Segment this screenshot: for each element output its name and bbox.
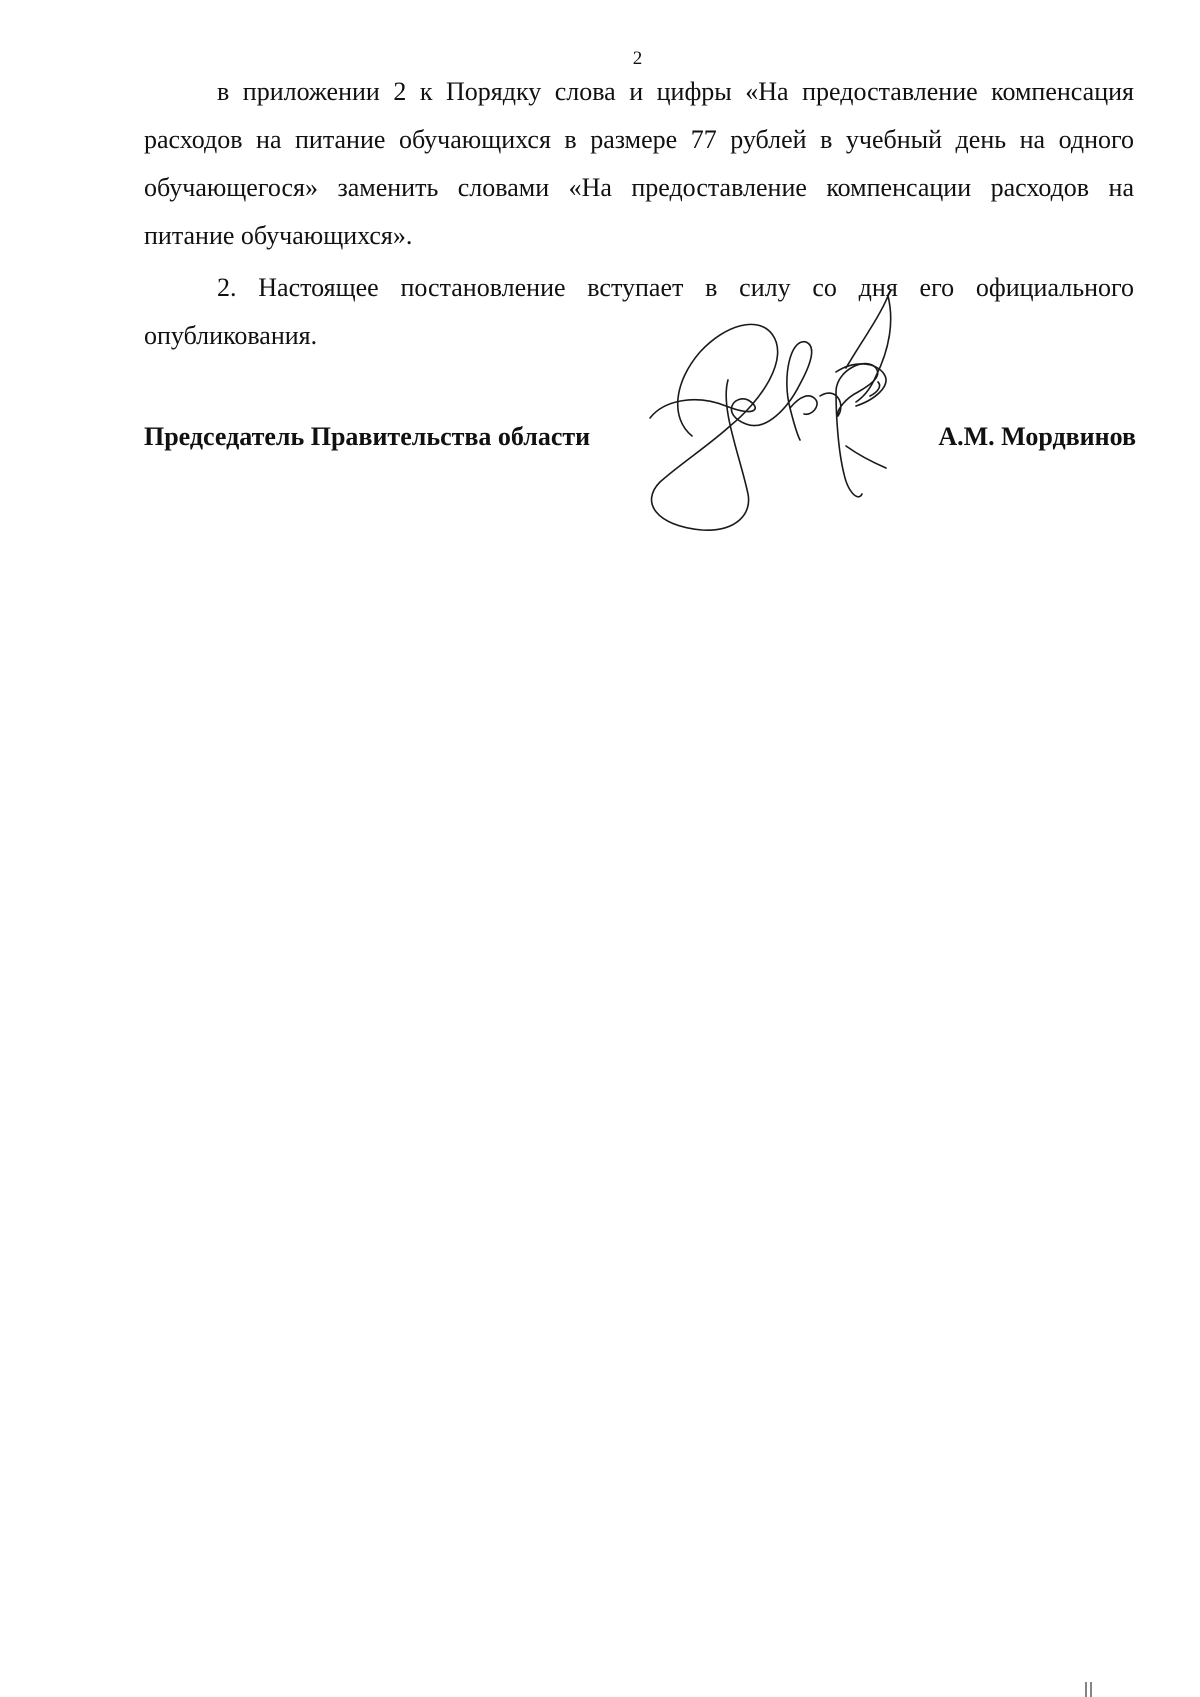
- signature-block: [144, 420, 1134, 454]
- handwritten-signature: [640, 296, 910, 532]
- document-body: [144, 68, 1134, 360]
- signer-name: А.М. Мордвинов: [938, 422, 1136, 451]
- paragraph-amendment: в приложении 2 к Порядку слова и цифры «На предоставление компенсация расходов на питание обучающихся в размере 77 рублей в учебный день на одного обучающегося» заменить словами «На предоставление компенсации расходов на питание обучающихся».: [144, 77, 1134, 250]
- scan-artifact-mark: [1083, 1680, 1095, 1697]
- page-number: 2: [632, 48, 643, 69]
- paragraph-effective-date: 2. Настоящее постановление вступает в силу со дня его официального опубликования.: [144, 273, 1134, 350]
- signer-position: Председатель Правительства области: [144, 422, 591, 451]
